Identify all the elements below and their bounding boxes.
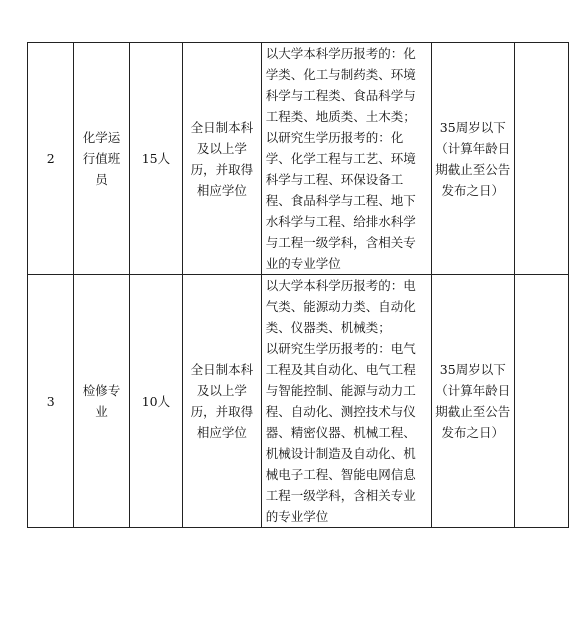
education-requirement: 全日制本科及以上学历，并取得相应学位: [183, 43, 262, 275]
headcount: 10人: [129, 275, 182, 528]
recruitment-table: [27, 42, 569, 528]
major-line: 的专业学位: [265, 509, 329, 524]
major-line: 工程一级学科，含相关专业: [265, 488, 416, 503]
major-line: 科学与工程、环保设备工: [265, 172, 404, 187]
major-requirement: [261, 275, 431, 528]
major-requirement: [261, 43, 431, 275]
table-row: [28, 43, 569, 275]
major-line: 械电子工程、智能电网信息: [265, 467, 416, 482]
major-line: 以大学本科学历报考的：电: [265, 278, 416, 293]
table-row: [28, 275, 569, 528]
major-line: 类、仪器类、机械类；: [265, 320, 391, 335]
major-line: 业的专业学位: [265, 256, 341, 271]
row-number: 3: [28, 275, 74, 528]
major-line: 以研究生学历报考的：化: [265, 130, 404, 145]
headcount: 15人: [129, 43, 182, 275]
major-line: 以研究生学历报考的：电气: [265, 341, 416, 356]
major-line: 学类、化工与制药类、环境: [265, 67, 416, 82]
major-line: 器、精密仪器、机械工程、: [265, 425, 416, 440]
note-cell: [514, 275, 568, 528]
major-line: 与工程一级学科，含相关专: [265, 235, 416, 250]
major-line: 工程类、地质类、土木类；: [265, 109, 416, 124]
major-line: 气类、能源动力类、自动化: [265, 299, 416, 314]
education-requirement: 全日制本科及以上学历，并取得相应学位: [183, 275, 262, 528]
major-line: 工程及其自动化、电气工程: [265, 362, 416, 377]
post-name: 检修专业: [74, 275, 129, 528]
major-line: 程、自动化、测控技术与仪: [265, 404, 416, 419]
age-requirement: 35周岁以下（计算年龄日期截止至公告发布之日）: [431, 43, 514, 275]
age-requirement: 35周岁以下（计算年龄日期截止至公告发布之日）: [431, 275, 514, 528]
major-line: 机械设计制造及自动化、机: [265, 446, 416, 461]
note-cell: [514, 43, 568, 275]
major-line: 与智能控制、能源与动力工: [265, 383, 416, 398]
post-name: 化学运行值班员: [74, 43, 129, 275]
major-line: 水科学与工程、给排水科学: [265, 214, 416, 229]
major-line: 以大学本科学历报考的：化: [265, 46, 416, 61]
major-line: 程、食品科学与工程、地下: [265, 193, 416, 208]
row-number: 2: [28, 43, 74, 275]
major-line: 学、化学工程与工艺、环境: [265, 151, 416, 166]
major-line: 科学与工程类、食品科学与: [265, 88, 416, 103]
